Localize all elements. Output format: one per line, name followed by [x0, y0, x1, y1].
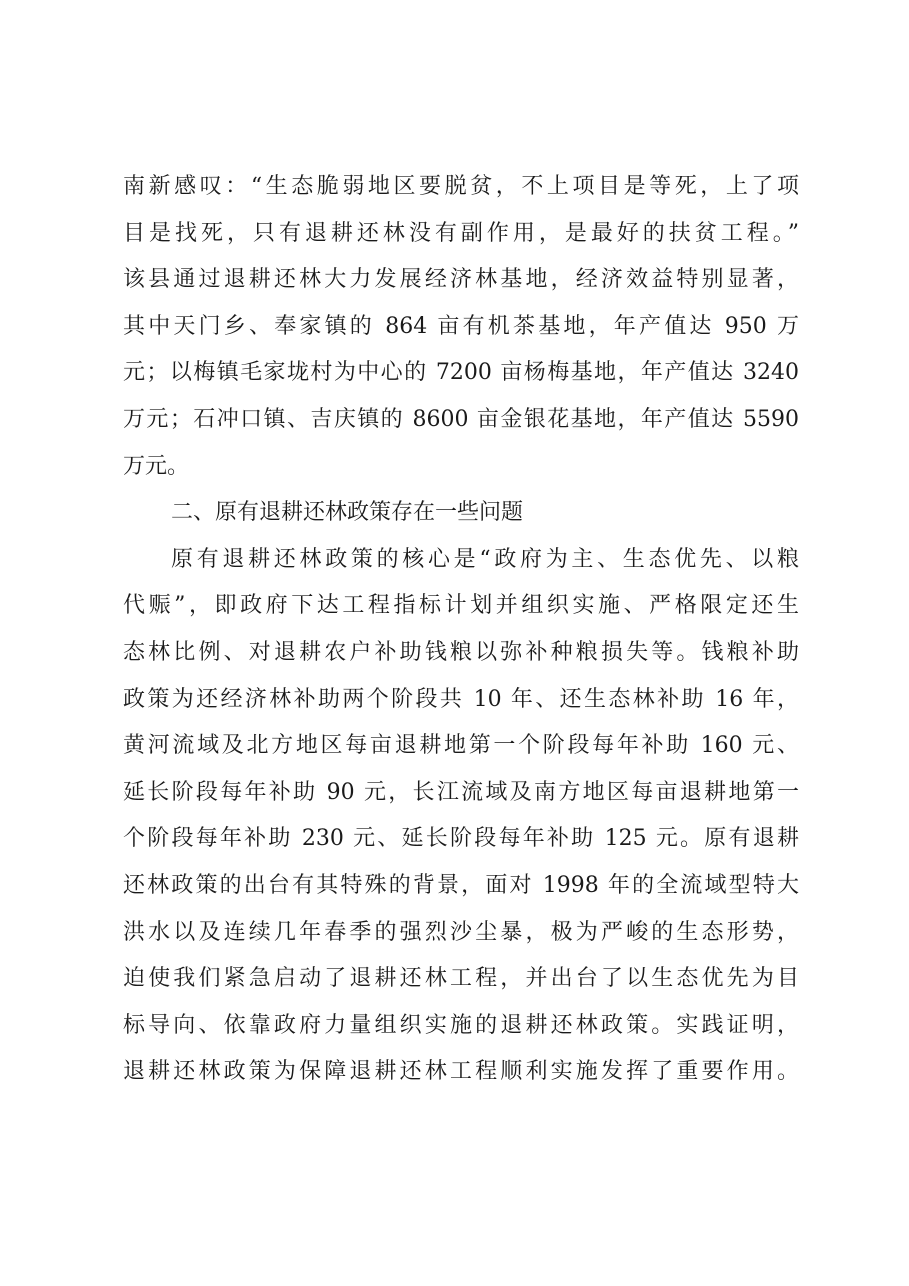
text-line: 目是找死，只有退耕还林没有副作用，是最好的扶贫工程。” [123, 220, 799, 246]
text-line: 还林政策的出台有其特殊的背景，面对 1998 年的全流域型特大 [123, 872, 799, 898]
text-line: 南新感叹：“生态脆弱地区要脱贫，不上项目是等死，上了项 [123, 174, 799, 199]
text-line: 元；以梅镇毛家垅村为中心的 7200 亩杨梅基地，年产值达 3240 [123, 360, 799, 386]
text-line: 洪水以及连续几年春季的强烈沙尘暴，极为严峻的生态形势， [123, 919, 799, 945]
text-line: 黄河流域及北方地区每亩退耕地第一个阶段每年补助 160 元、 [123, 733, 799, 759]
paragraph-2 [123, 537, 799, 1096]
section-heading [123, 490, 799, 537]
text-line: 万元。 [123, 453, 190, 479]
text-line: 退耕还林政策为保障退耕还林工程顺利实施发挥了重要作用。 [123, 1059, 799, 1085]
text-line: 延长阶段每年补助 90 元，长江流域及南方地区每亩退耕地第一 [123, 779, 799, 805]
text-line: 迫使我们紧急启动了退耕还林工程，并出台了以生态优先为目 [123, 966, 799, 992]
paragraph-1 [123, 164, 799, 490]
text-line: 其中天门乡、奉家镇的 864 亩有机茶基地，年产值达 950 万 [123, 313, 799, 339]
text-line: 代赈”，即政府下达工程指标计划并组织实施、严格限定还生 [123, 593, 799, 619]
document-body [123, 164, 799, 1096]
text-line: 该县通过退耕还林大力发展经济林基地，经济效益特别显著， [123, 267, 799, 293]
text-line: 原有退耕还林政策的核心是“政府为主、生态优先、以粮 [171, 546, 799, 572]
text-line: 政策为还经济林补助两个阶段共 10 年、还生态林补助 16 年， [123, 686, 799, 712]
section-heading-text: 二、原有退耕还林政策存在一些问题 [171, 500, 524, 526]
text-line: 个阶段每年补助 230 元、延长阶段每年补助 125 元。原有退耕 [123, 826, 799, 852]
text-line: 标导向、依靠政府力量组织实施的退耕还林政策。实践证明， [123, 1012, 799, 1038]
text-line: 态林比例、对退耕农户补助钱粮以弥补种粮损失等。钱粮补助 [123, 639, 799, 665]
text-line: 万元；石冲口镇、吉庆镇的 8600 亩金银花基地，年产值达 5590 [123, 406, 799, 432]
